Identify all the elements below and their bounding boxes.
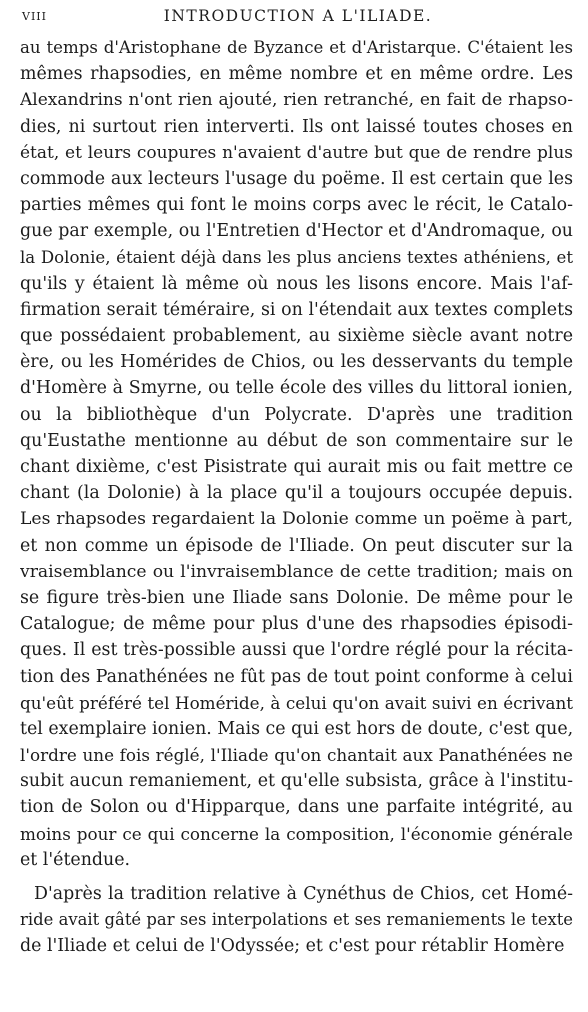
text-line: et non comme un épisode de l'Iliade. On peut discuter sur la xyxy=(20,535,573,556)
text-line: au temps d'Aristophane de Byzance et d'Aristarque. C'étaient les xyxy=(20,38,573,57)
paragraph xyxy=(20,35,573,873)
page-number: VIII xyxy=(22,10,47,23)
text-line: chant dixième, c'est Pisistrate qui aurait mis ou fait mettre ce xyxy=(20,457,573,477)
text-line: commode aux lecteurs l'usage du poëme. Il est certain que les xyxy=(20,168,573,189)
paragraph-gap xyxy=(20,873,573,881)
body-text xyxy=(20,35,573,960)
paragraph xyxy=(20,881,573,960)
text-line: Alexandrins n'ont rien ajouté, rien retranché, en fait de rhapso- xyxy=(20,90,573,111)
text-line: ou la bibliothèque d'un Polycrate. D'après une tradition xyxy=(20,404,573,425)
text-line: que possédaient probablement, au sixième siècle avant notre xyxy=(20,326,573,347)
text-line: qu'eût préféré tel Homéride, à celui qu'on avait suivi en écrivant xyxy=(20,692,573,713)
text-line: subit aucun remaniement, et qu'elle subsista, grâce à l'institu- xyxy=(20,771,573,792)
text-line: et l'étendue. xyxy=(20,849,131,870)
text-line: qu'Eustathe mentionne au début de son commentaire sur le xyxy=(20,430,573,451)
text-line: d'Homère à Smyrne, ou telle école des villes du littoral ionien, xyxy=(20,378,573,399)
running-head xyxy=(20,6,576,28)
text-line: ride avait gâté par ses interpolations et ses remaniements le texte xyxy=(20,910,573,930)
text-line: D'après la tradition relative à Cynéthus de Chios, cet Homé- xyxy=(34,884,573,904)
text-line: chant (la Dolonie) à la place qu'il a toujours occupée depuis. xyxy=(20,483,573,504)
text-line: qu'ils y étaient là même où nous les lisons encore. Mais l'af- xyxy=(20,273,573,294)
text-line: gue par exemple, ou l'Entretien d'Hector et d'Andromaque, ou xyxy=(20,221,573,242)
text-line: moins pour ce qui concerne la composition, l'économie générale xyxy=(20,823,573,844)
text-line: se figure très-bien une Iliade sans Dolonie. De même pour le xyxy=(20,587,573,608)
text-line: mêmes rhapsodies, en même nombre et en même ordre. Les xyxy=(20,64,573,85)
text-line: tion de Solon ou d'Hipparque, dans une parfaite intégrité, au xyxy=(20,797,573,818)
text-line: Catalogue; de même pour plus d'une des rhapsodies épisodi- xyxy=(20,614,573,635)
text-line: de l'Iliade et celui de l'Odyssée; et c'est pour rétablir Homère xyxy=(20,936,565,957)
text-line: vraisemblance ou l'invraisemblance de cette tradition; mais on xyxy=(20,561,573,582)
text-line: Les rhapsodes regardaient la Dolonie comme un poëme à part, xyxy=(20,509,573,530)
running-title: INTRODUCTION A L'ILIADE. xyxy=(163,7,433,25)
text-line: ques. Il est très-possible aussi que l'ordre réglé pour la récita- xyxy=(20,640,573,661)
text-line: dies, ni surtout rien interverti. Ils ont laissé toutes choses en xyxy=(20,116,573,137)
text-line: firmation serait téméraire, si on l'étendait aux textes complets xyxy=(20,299,573,320)
text-line: parties mêmes qui font le moins corps avec le récit, le Catalo- xyxy=(20,195,573,216)
text-line: ère, ou les Homérides de Chios, ou les desservants du temple xyxy=(20,352,573,373)
text-line: tel exemplaire ionien. Mais ce qui est hors de doute, c'est que, xyxy=(20,718,573,739)
text-line: état, et leurs coupures n'avaient d'autre but que de rendre plus xyxy=(20,142,573,163)
text-line: tion des Panathénées ne fût pas de tout point conforme à celui xyxy=(20,666,573,687)
text-line: la Dolonie, étaient déjà dans les plus anciens textes athéniens, et xyxy=(20,247,573,267)
text-line: l'ordre une fois réglé, l'Iliade qu'on chantait aux Panathénées ne xyxy=(20,745,573,766)
